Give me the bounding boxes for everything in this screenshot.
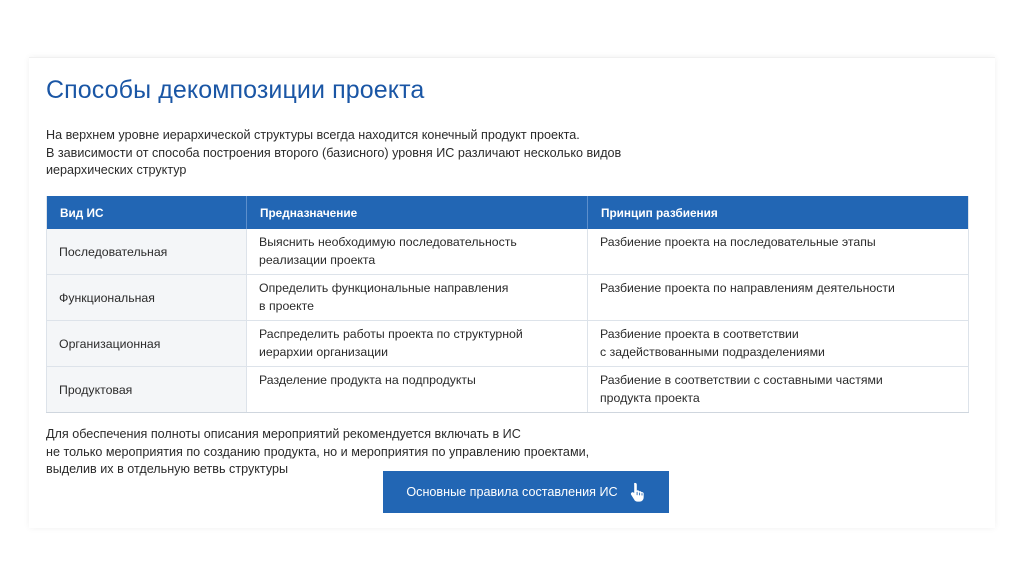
header-principle: Принцип разбиения	[588, 196, 969, 229]
rules-button[interactable]	[383, 471, 669, 513]
table-row	[47, 367, 969, 413]
cell-principle	[588, 275, 969, 321]
cell-purpose	[247, 367, 588, 413]
cell-line: в проекте	[259, 298, 314, 313]
hand-pointer-icon	[630, 482, 646, 502]
table-row	[47, 229, 969, 275]
cell-line: иерархии организации	[259, 344, 389, 359]
page-title: Способы декомпозиции проекта	[46, 76, 425, 104]
note-line: выделив их в отдельную ветвь структуры	[46, 462, 289, 476]
intro-line: На верхнем уровне иерархической структуры всегда находится конечный продукт проекта.	[46, 128, 580, 142]
cell-principle	[588, 229, 969, 275]
cell-type: Функциональная	[47, 275, 247, 321]
cell-line: реализации проекта	[259, 252, 376, 267]
cell-line: Разбиение проекта в соответствии	[600, 327, 799, 341]
cell-line: Разбиение в соответствии с составными частями	[600, 373, 883, 387]
rules-button-label: Основные правила составления ИС	[406, 485, 618, 499]
header-purpose: Предназначение	[247, 196, 588, 229]
intro-line: иерархических структур	[46, 163, 187, 177]
note-line: не только мероприятия по созданию продукта, но и мероприятия по управлению проектами,	[46, 444, 590, 459]
cell-line: Разбиение проекта по направлениям деятельности	[600, 281, 895, 295]
cell-principle	[588, 367, 969, 413]
cell-line: Разделение продукта на подпродукты	[259, 373, 476, 387]
table-row	[47, 275, 969, 321]
intro-line: В зависимости от способа построения второго (базисного) уровня ИС различают несколько видов	[46, 145, 622, 160]
cell-type: Организационная	[47, 321, 247, 367]
cell-line: продукта проекта	[600, 390, 700, 405]
cell-line: Определить функциональные направления	[259, 281, 509, 295]
note-line: Для обеспечения полноты описания мероприятий рекомендуется включать в ИС	[46, 427, 521, 441]
cell-line: Выяснить необходимую последовательность	[259, 235, 517, 249]
cell-purpose	[247, 321, 588, 367]
decomposition-table	[46, 196, 969, 413]
cell-purpose	[247, 275, 588, 321]
cell-line: с задействованными подразделениями	[600, 344, 825, 359]
cell-line: Разбиение проекта на последовательные этапы	[600, 235, 876, 249]
cell-type: Продуктовая	[47, 367, 247, 413]
table-header-row	[47, 196, 969, 229]
header-type: Вид ИС	[47, 196, 247, 229]
cell-principle	[588, 321, 969, 367]
table-row	[47, 321, 969, 367]
intro-text	[46, 127, 766, 180]
cell-purpose	[247, 229, 588, 275]
cell-line: Распределить работы проекта по структурной	[259, 327, 523, 341]
cell-type: Последовательная	[47, 229, 247, 275]
